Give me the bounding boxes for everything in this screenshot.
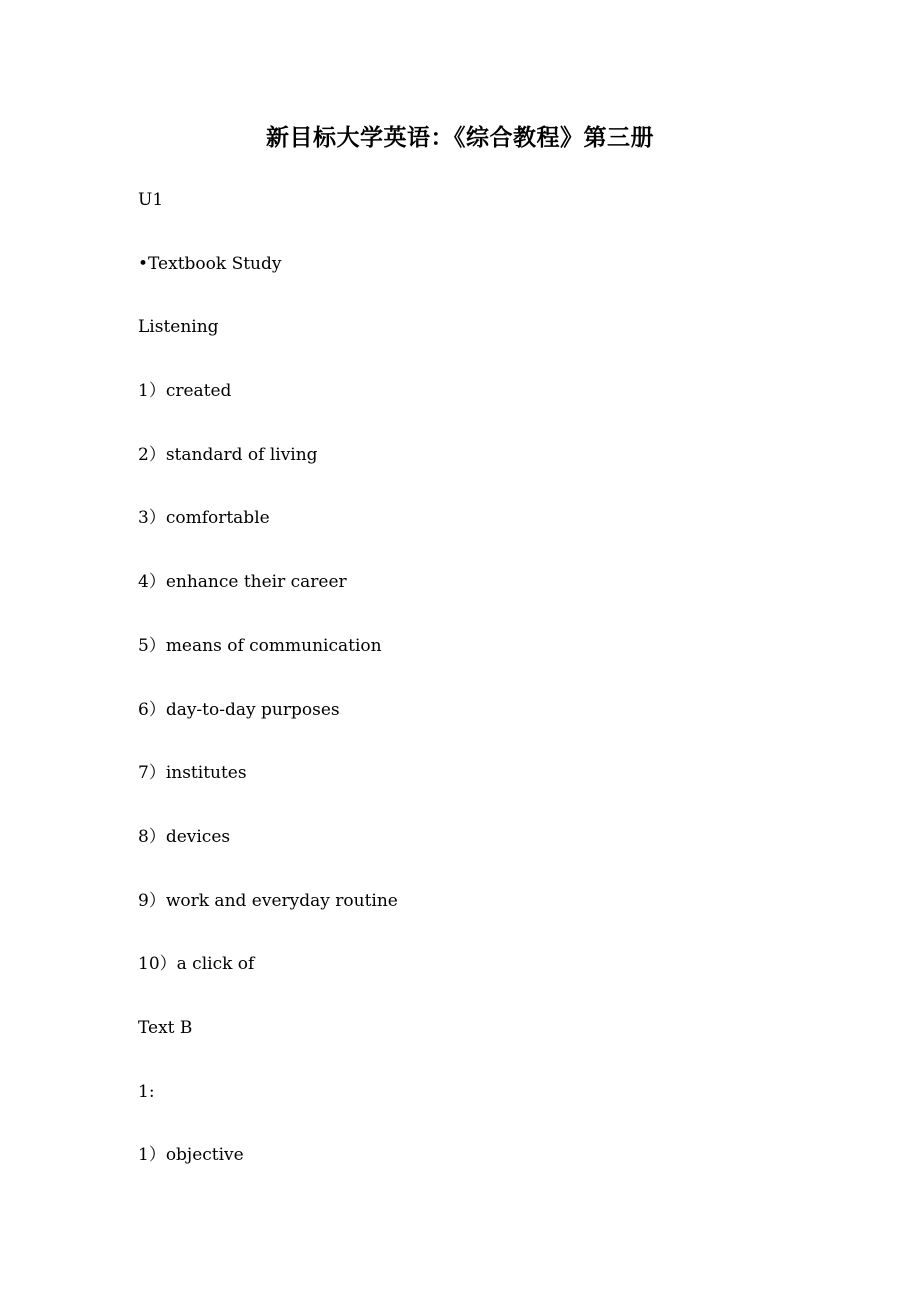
answer-line: 4）enhance their career <box>138 572 347 593</box>
answer-line: 7）institutes <box>138 763 247 784</box>
answer-line: 3）comfortable <box>138 508 270 529</box>
answer-line: 1）created <box>138 381 232 402</box>
section-heading: •Textbook Study <box>138 253 282 274</box>
answer-line: 10）a click of <box>138 954 255 975</box>
exercise-number: 1: <box>138 1081 155 1102</box>
subsection-heading: Text B <box>138 1017 193 1038</box>
unit-heading: U1 <box>138 190 164 210</box>
answer-line: 8）devices <box>138 826 231 847</box>
subsection-heading: Listening <box>138 317 219 338</box>
document-title: 新目标大学英语：《综合教程》第三册 <box>266 125 654 151</box>
answer-line: 2）standard of living <box>138 444 318 465</box>
answer-line: 1）objective <box>138 1145 244 1166</box>
document-body <box>138 184 878 1203</box>
answer-line: 5）means of communication <box>138 635 382 656</box>
answer-line: 9）work and everyday routine <box>138 890 398 911</box>
answer-line: 6）day-to-day purposes <box>138 699 340 720</box>
